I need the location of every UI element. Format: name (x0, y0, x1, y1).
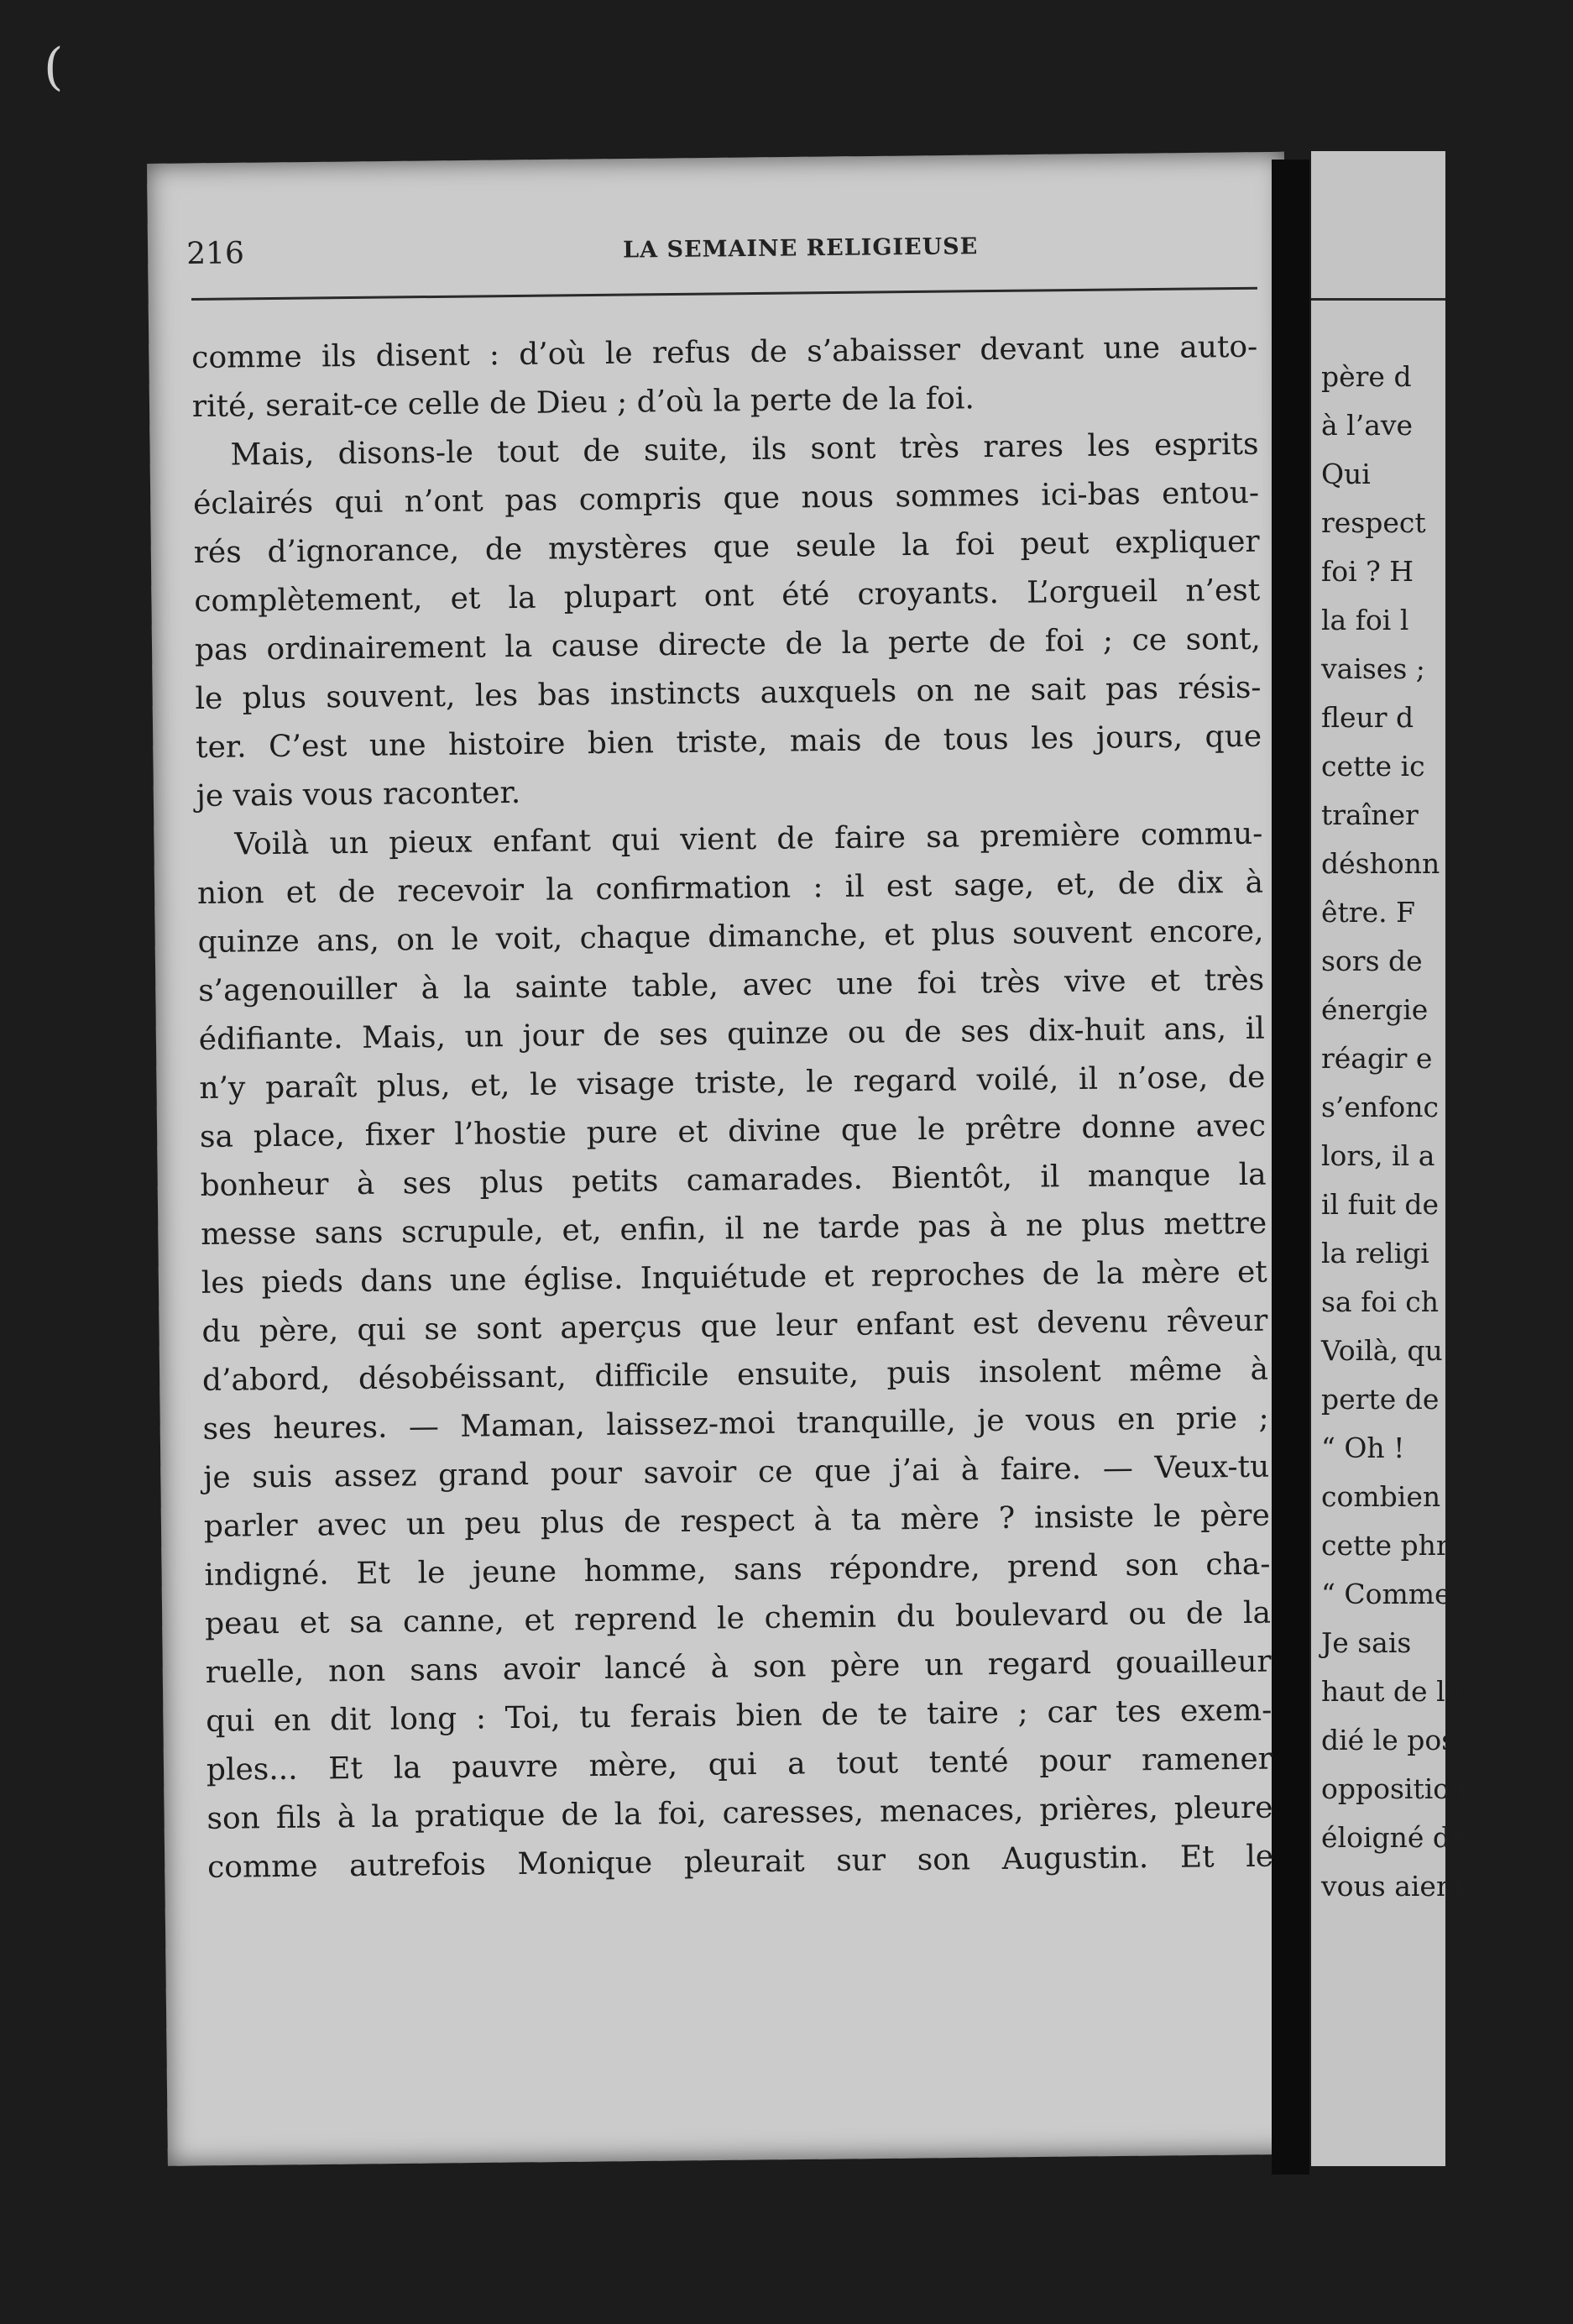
text-line: comme autrefois Monique pleurait sur son Augustin. Et le (206, 1839, 1274, 1885)
right-page (1311, 151, 1468, 2166)
right-page-text (1321, 353, 1573, 1911)
text-line: du père, qui se sont aperçus que leur enfant est devenu rêveur (201, 1303, 1268, 1349)
right-page-line: lors, il a (1321, 1139, 1435, 1172)
page-gutter (1272, 160, 1309, 2175)
text-line: sa place, fixer l’hostie pure et divine que le prêtre donne avec (199, 1108, 1267, 1154)
right-page-line: “ Comme (1321, 1578, 1451, 1610)
right-page-line: la foi l (1321, 604, 1409, 636)
right-page-line: père d (1321, 360, 1412, 393)
text-line: rés d’ignorance, de mystères que seule la foi peut expliquer (193, 524, 1260, 570)
right-page-line: vous aient (1321, 1870, 1466, 1903)
right-page-line: vaises ; (1321, 652, 1425, 685)
right-page-line: il fuit de (1321, 1188, 1440, 1221)
right-page-line: haut de le (1321, 1675, 1462, 1708)
text-line: complètement, et la plupart ont été croyants. L’orgueil n’est (194, 573, 1261, 619)
text-line: rité, serait-ce celle de Dieu ; d’où la perte de la foi. (191, 381, 975, 424)
right-page-line: à l’ave (1321, 409, 1414, 442)
right-page-rule (1311, 298, 1445, 301)
text-line: Mais, disons-le tout de suite, ils sont très rares les esprits (230, 427, 1259, 473)
right-page-line: Je sais (1321, 1626, 1412, 1659)
right-page-line: sors de (1321, 945, 1423, 977)
running-title: LA SEMAINE RELIGIEUSE (623, 233, 979, 264)
text-line: comme ils disent : d’où le refus de s’abaisser devant une auto- (191, 329, 1258, 375)
text-line: éclairés qui n’ont pas compris que nous sommes ici-bas entou- (192, 475, 1260, 521)
right-page-line: éloigné de (1321, 1821, 1467, 1854)
text-line: édifiante. Mais, un jour de ses quinze ou de ses dix-huit ans, il (198, 1011, 1265, 1057)
text-line: quinze ans, on le voit, chaque dimanche, et plus souvent encore, (197, 913, 1264, 960)
right-page-line: foi ? H (1321, 555, 1414, 588)
right-page-line: dié le pos (1321, 1724, 1456, 1756)
text-line: ples... Et la pauvre mère, qui a tout tenté pour ramener (206, 1741, 1273, 1787)
right-page-line: réagir e (1321, 1042, 1433, 1075)
right-page-line: cette ic (1321, 750, 1425, 783)
text-line: les pieds dans une église. Inquiétude et reproches de la mère et (201, 1254, 1267, 1301)
right-page-line: sa foi ch (1321, 1285, 1439, 1318)
right-page-line: s’enfonc (1321, 1091, 1440, 1123)
text-line: ses heures. — Maman, laissez-moi tranquille, je vous en prie ; (202, 1400, 1269, 1447)
text-line: ruelle, non sans avoir lancé à son père un regard gouailleur (205, 1644, 1272, 1690)
right-page-line: énergie (1321, 993, 1429, 1026)
right-page-line: perte de (1321, 1383, 1440, 1416)
right-page-line: “ Oh ! (1321, 1432, 1405, 1464)
text-line: n’y paraît plus, et, le visage triste, le regard voilé, il n’ose, de (199, 1060, 1266, 1106)
right-page-line: traîner (1321, 798, 1419, 831)
text-line: peau et sa canne, et reprend le chemin du boulevard ou de la (204, 1595, 1272, 1641)
text-line: ter. C’est une histoire bien triste, mais de tous les jours, que (195, 719, 1262, 765)
right-page-line: Qui (1321, 458, 1371, 490)
text-line: bonheur à ses plus petits camarades. Bientôt, il manque la (200, 1157, 1267, 1203)
text-line: qui en dit long : Toi, tu ferais bien de te taire ; car tes exem- (206, 1693, 1273, 1739)
right-page-line: combien (1321, 1480, 1441, 1513)
page-number: 216 (186, 236, 245, 271)
text-line: le plus souvent, les bas instincts auxquels on ne sait pas résis- (195, 670, 1262, 716)
body-text (191, 323, 1273, 1892)
right-page-line: opposition (1321, 1772, 1468, 1805)
text-line: nion et de recevoir la confirmation : il est sage, et, de dix à (196, 865, 1264, 911)
text-line: son fils à la pratique de la foi, caresses, menaces, prières, pleure (206, 1790, 1273, 1836)
text-line: s’agenouiller à la sainte table, avec une foi très vive et très (197, 962, 1265, 1008)
right-page-line: Voilà, qu (1321, 1334, 1443, 1367)
right-page-line: déshonn (1321, 847, 1440, 880)
right-page-line: respect (1321, 506, 1426, 539)
text-line: d’abord, désobéissant, difficile ensuite, puis insolent même à (201, 1352, 1269, 1398)
text-line: pas ordinairement la cause directe de la perte de foi ; ce sont, (194, 621, 1262, 667)
text-line: Voilà un pieux enfant qui vient de faire sa première commu- (234, 816, 1263, 862)
right-page-line: être. F (1321, 896, 1415, 929)
text-line: indigné. Et le jeune homme, sans répondre, prend son cha- (204, 1547, 1271, 1593)
text-line: je vais vous raconter. (196, 775, 521, 814)
right-page-line: la religi (1321, 1237, 1429, 1269)
text-line: parler avec un peu plus de respect à ta mère ? insiste le père (203, 1498, 1271, 1544)
right-page-line: cette phr (1321, 1529, 1450, 1562)
right-page-line: fleur d (1321, 701, 1414, 734)
text-line: messe sans scrupule, et, enfin, il ne tarde pas à ne plus mettre (201, 1206, 1267, 1252)
film-margin-mark: ( (44, 38, 64, 97)
text-line: je suis assez grand pour savoir ce que j’ai à faire. — Veux-tu (203, 1449, 1270, 1495)
